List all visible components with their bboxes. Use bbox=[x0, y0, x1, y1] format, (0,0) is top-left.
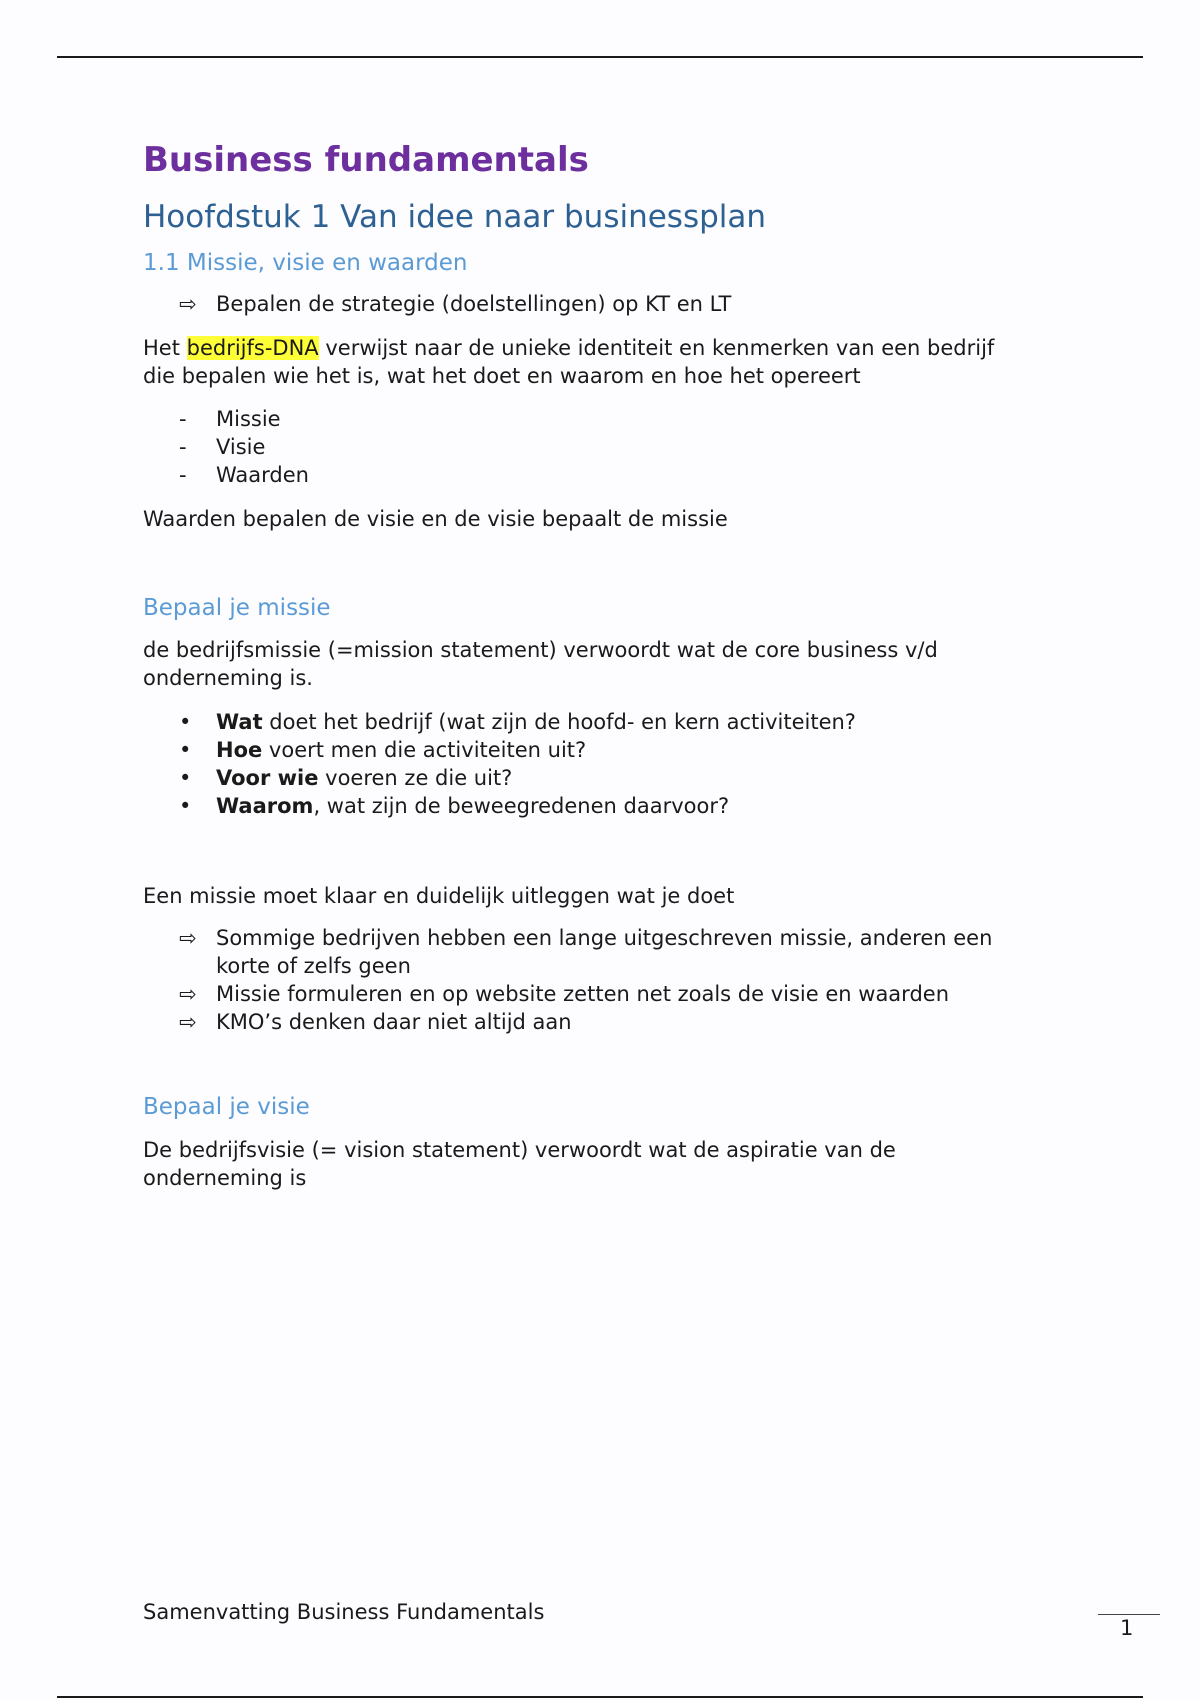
page-number-rule bbox=[1098, 1614, 1160, 1615]
bullet-icon: • bbox=[179, 766, 192, 791]
footer-title: Samenvatting Business Fundamentals bbox=[143, 1600, 545, 1624]
list-item: - Waarden bbox=[179, 462, 309, 487]
list-item: • Voor wie voeren ze die uit? bbox=[179, 766, 513, 791]
list-item: • Hoe voert men die activiteiten uit? bbox=[179, 738, 587, 763]
section-heading-missie: Bepaal je missie bbox=[143, 594, 331, 621]
paragraph-missie-intro: de bedrijfsmissie (=mission statement) verwoordt wat de core business v/d onderneming is. bbox=[143, 638, 938, 691]
list-item: • Wat doet het bedrijf (wat zijn de hoofd- en kern activiteiten? bbox=[179, 710, 856, 735]
arrow-bullet-icon: ⇨ bbox=[179, 982, 197, 1007]
paragraph-dna: Het bedrijfs-DNA verwijst naar de unieke identiteit en kenmerken van een bedrijf die bepalen wie het is, wat het doet en waarom en hoe het opereert bbox=[143, 335, 995, 388]
list-item: ⇨ KMO’s denken daar niet altijd aan bbox=[179, 1010, 572, 1035]
arrow-bullet-icon: ⇨ bbox=[179, 291, 197, 316]
page-number: 1 bbox=[1120, 1616, 1134, 1640]
arrow-bullet-icon: ⇨ bbox=[179, 926, 197, 951]
arrow-list-strategy bbox=[143, 290, 1063, 318]
arrow-bullet-icon: ⇨ bbox=[179, 1010, 197, 1035]
dash-bullet-icon: - bbox=[179, 406, 187, 431]
paragraph-missie: Een missie moet klaar en duidelijk uitleggen wat je doet bbox=[143, 884, 735, 909]
bullet-icon: • bbox=[179, 738, 192, 763]
list-item: - Missie bbox=[179, 406, 281, 431]
bullet-icon: • bbox=[179, 794, 192, 819]
arrow-list-missie bbox=[143, 924, 1063, 1036]
section-heading-visie: Bepaal je visie bbox=[143, 1094, 310, 1121]
list-item: • Waarom, wat zijn de beweegredenen daarvoor? bbox=[179, 794, 730, 819]
list-item: ⇨ Missie formuleren en op website zetten net zoals de visie en waarden bbox=[179, 982, 950, 1007]
header-rule bbox=[57, 56, 1143, 58]
bullet-icon: • bbox=[179, 710, 192, 735]
paragraph-visie: De bedrijfsvisie (= vision statement) verwoordt wat de aspiratie van de onderneming is bbox=[143, 1137, 896, 1190]
section-heading-1-1: 1.1 Missie, visie en waarden bbox=[143, 249, 468, 276]
highlighted-term: bedrijfs-DNA bbox=[186, 335, 319, 360]
dash-bullet-icon: - bbox=[179, 462, 187, 487]
dash-list bbox=[143, 405, 1063, 489]
list-item: ⇨ Sommige bedrijven hebben een lange uitgeschreven missie, anderen een korte of zelfs geen bbox=[179, 926, 993, 979]
bullet-list-missie bbox=[143, 708, 1063, 820]
list-item: ⇨ Bepalen de strategie (doelstellingen) op KT en LT bbox=[179, 291, 732, 316]
document-title: Business fundamentals bbox=[143, 140, 589, 180]
dash-bullet-icon: - bbox=[179, 434, 187, 459]
list-item: - Visie bbox=[179, 434, 266, 459]
document-body bbox=[143, 140, 1063, 1192]
footer-rule bbox=[57, 1696, 1143, 1698]
chapter-heading: Hoofdstuk 1 Van idee naar businessplan bbox=[143, 198, 767, 235]
paragraph-values: Waarden bepalen de visie en de visie bepaalt de missie bbox=[143, 506, 728, 531]
